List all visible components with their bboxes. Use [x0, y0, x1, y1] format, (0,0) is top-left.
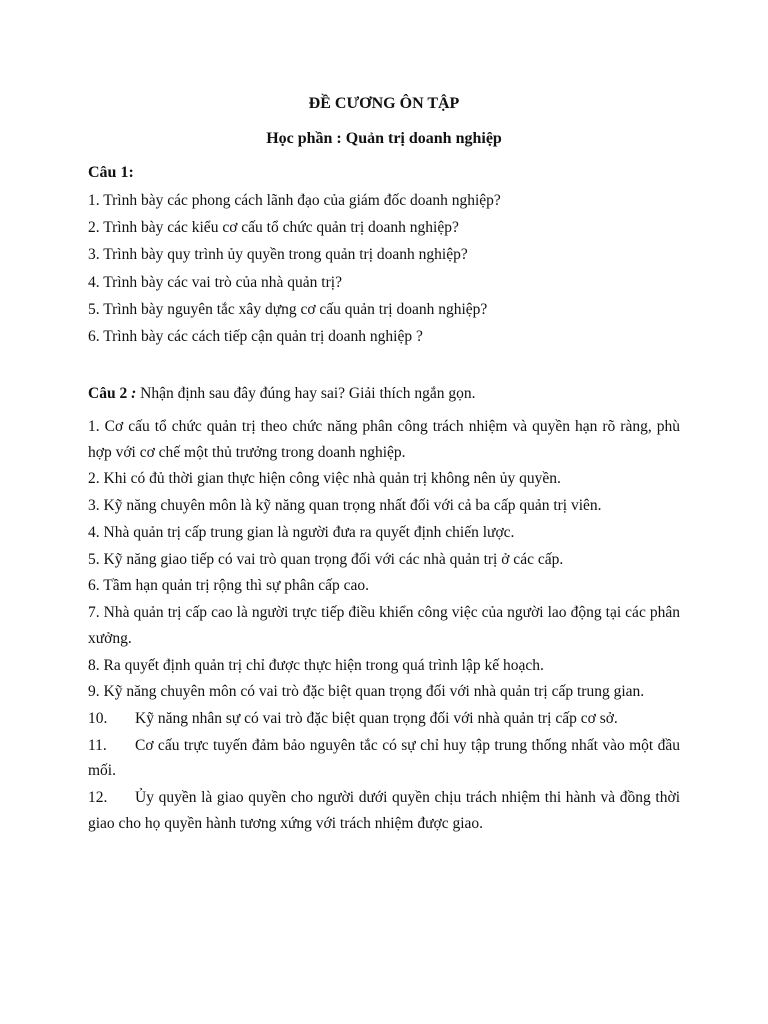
question1-item: 2. Trình bày các kiểu cơ cấu tổ chức quản trị doanh nghiệp? [88, 219, 459, 237]
question1-item: 3. Trình bày quy trình ủy quyền trong quản trị doanh nghiệp? [88, 246, 468, 264]
question1-item: 1. Trình bày các phong cách lãnh đạo của giám đốc doanh nghiệp? [88, 192, 501, 209]
item-number: 1. [88, 418, 100, 435]
item-text: Khi có đủ thời gian thực hiện công việc nhà quản trị không nên ủy quyền. [103, 470, 561, 488]
question2-item [88, 466, 680, 492]
item-number: 11. [88, 736, 107, 754]
question2-item [88, 414, 680, 465]
question2-colon: : [127, 385, 137, 402]
item-text: Kỹ năng nhân sự có vai trò đặc biệt quan trọng đối với nhà quản trị cấp cơ sở. [135, 710, 618, 728]
item-number: 2. [88, 470, 100, 488]
question2-item [88, 785, 680, 836]
question2-item [88, 547, 680, 573]
item-text: Tầm hạn quản trị rộng thì sự phân cấp cao. [103, 577, 370, 595]
document-title: ĐỀ CƯƠNG ÔN TẬP [308, 95, 460, 112]
question1-item: 5. Trình bày nguyên tắc xây dựng cơ cấu quản trị doanh nghiệp? [88, 300, 488, 318]
question2-item [88, 733, 680, 784]
item-text: Ủy quyền là giao quyền cho người dưới quyền chịu trách nhiệm thi hành và đồng thời giao cho họ quyền hành tương xứng với trách nhiệm được giao. [88, 789, 680, 832]
question2-label: Câu 2 [88, 385, 128, 402]
question1-list [88, 191, 688, 354]
question2-item [88, 520, 680, 546]
item-number: 5. [88, 550, 100, 568]
question2-item [88, 493, 680, 519]
document-subtitle: Học phần : Quản trị doanh nghiệp [266, 130, 502, 147]
question2-item [88, 573, 680, 599]
item-text: Kỹ năng giao tiếp có vai trò quan trọng đối với các nhà quản trị ở các cấp. [103, 550, 564, 568]
item-number: 12. [88, 789, 108, 807]
item-text: Cơ cấu trực tuyến đảm bảo nguyên tắc có sự chỉ huy tập trung thống nhất vào một đầu mối. [88, 736, 680, 780]
item-number: 8. [88, 656, 100, 674]
item-number: 3. [88, 497, 100, 515]
question2-list [88, 414, 680, 838]
question1-heading: Câu 1: [88, 164, 134, 181]
item-text: Kỹ năng chuyên môn là kỹ năng quan trọng nhất đối với cả ba cấp quản trị viên. [103, 497, 602, 515]
question2-item [88, 679, 680, 705]
question2-heading [88, 384, 475, 404]
question1-item: 6. Trình bày các cách tiếp cận quản trị doanh nghiệp ? [88, 327, 423, 345]
item-number: 4. [88, 523, 100, 541]
item-text: Nhà quản trị cấp trung gian là người đưa ra quyết định chiến lược. [103, 523, 515, 541]
question2-item [88, 706, 680, 732]
item-number: 7. [88, 604, 100, 622]
question2-item [88, 653, 680, 679]
item-text: Kỹ năng chuyên môn có vai trò đặc biệt quan trọng đối với nhà quản trị cấp trung gian. [103, 683, 645, 701]
item-number: 9. [88, 683, 100, 701]
question2-instruction: Nhận định sau đây đúng hay sai? Giải thích ngắn gọn. [136, 385, 476, 402]
item-text: Ra quyết định quản trị chỉ được thực hiện trong quá trình lập kế hoạch. [103, 656, 544, 674]
item-text: Nhà quản trị cấp cao là người trực tiếp điều khiển công việc của người lao động tại các phân xưởng. [88, 604, 680, 647]
item-number: 6. [88, 577, 100, 595]
item-text: Cơ cấu tổ chức quản trị theo chức năng phân công trách nhiệm và quyền hạn rõ ràng, phù hợp với cơ chế một thủ trưởng trong doanh nghiệp. [88, 418, 680, 461]
item-number: 10. [88, 710, 108, 728]
question2-item [88, 600, 680, 651]
question1-item: 4. Trình bày các vai trò của nhà quản trị? [88, 273, 342, 291]
